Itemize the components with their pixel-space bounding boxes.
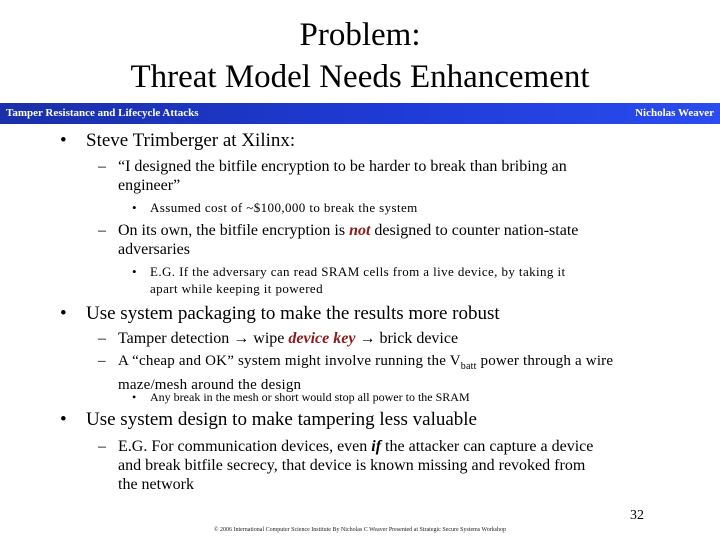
bullet-2-sub-1-post: → brick device [355,330,459,347]
title-line-1: Problem: [299,17,421,53]
emphasis-device-key: device key [288,330,356,347]
bullet-3-sub-1 [98,437,593,494]
bullet-1-sub-1-detail-text: Assumed cost of ~$100,000 to break the system [150,200,418,215]
slide-title [0,14,720,98]
bullet-3-sub-1-line-1-post: the attacker can capture a device [381,438,594,455]
bullet-dot: • [132,390,137,404]
dash-marker: – [98,330,106,347]
dash-marker: – [98,222,106,239]
bullet-1-sub-1-line-2: engineer” [118,177,181,194]
bullet-1-sub-1-detail [132,199,418,216]
bullet-2-sub-2-line-2: maze/mesh around the design [118,377,302,393]
emphasis-if: if [371,438,382,455]
bullet-1-sub-2-line-1-post: designed to counter nation-state [370,222,579,239]
dash-marker: – [98,438,106,455]
footer-text: © 2006 International Computer Science Institute By Nicholas C Weaver Presented at Strategic Secure Systems Workshop [213,527,507,533]
bullet-1-sub-2-detail-line-2: apart while keeping it powered [150,281,323,296]
bullet-1 [60,130,295,152]
bullet-2-sub-1-pre: Tamper detection → wipe [118,330,289,347]
bullet-1-sub-1-line-1: “I designed the bitfile encryption to be harder to break than bribing an [118,158,567,175]
bullet-1-sub-2 [98,221,578,259]
vbatt-subscript: batt [460,361,477,372]
bullet-3-sub-1-line-3: the network [118,476,194,493]
bullet-3-sub-1-line-1-pre: E.G. For communication devices, even [118,438,372,455]
bullet-dot: • [132,200,137,215]
bullet-dot: • [132,264,137,279]
bullet-1-text: Steve Trimberger at Xilinx: [86,130,296,151]
bullet-3-sub-1-line-2: and break bitfile secrecy, that device is known missing and revoked from [118,457,586,474]
emphasis-not: not [349,222,371,239]
bullet-1-sub-1 [98,157,567,195]
bullet-3 [60,409,477,431]
bullet-1-sub-2-line-2: adversaries [118,241,190,258]
dash-marker: – [98,353,106,369]
bullet-2-sub-1 [98,329,458,348]
bullet-2-text: Use system packaging to make the results more robust [86,303,500,324]
header-bar-topic: Tamper Resistance and Lifecycle Attacks [6,107,199,119]
bullet-2 [60,303,500,325]
header-bar [0,103,720,124]
bullet-1-sub-2-detail-line-1: E.G. If the adversary can read SRAM cells from a live device, by taking it [150,264,566,279]
bullet-dot: • [60,409,67,430]
bullet-2-sub-2-line-1-pre: A “cheap and OK” system might involve running the V [118,353,461,369]
bullet-dot: • [60,130,67,151]
dash-marker: – [98,158,106,175]
header-bar-author: Nicholas Weaver [635,107,714,119]
bullet-2-sub-2-detail [132,389,470,406]
page-number: 32 [630,508,644,523]
bullet-1-sub-2-line-1-pre: On its own, the bitfile encryption is [118,222,350,239]
title-line-2: Threat Model Needs Enhancement [130,59,590,95]
bullet-3-text: Use system design to make tampering less valuable [86,409,477,430]
bullet-1-sub-2-detail [132,263,566,297]
bullet-2-sub-2-line-1-post: power through a wire [476,353,614,369]
bullet-dot: • [60,303,67,324]
bullet-2-sub-2-detail-text: Any break in the mesh or short would stop all power to the SRAM [150,390,470,404]
